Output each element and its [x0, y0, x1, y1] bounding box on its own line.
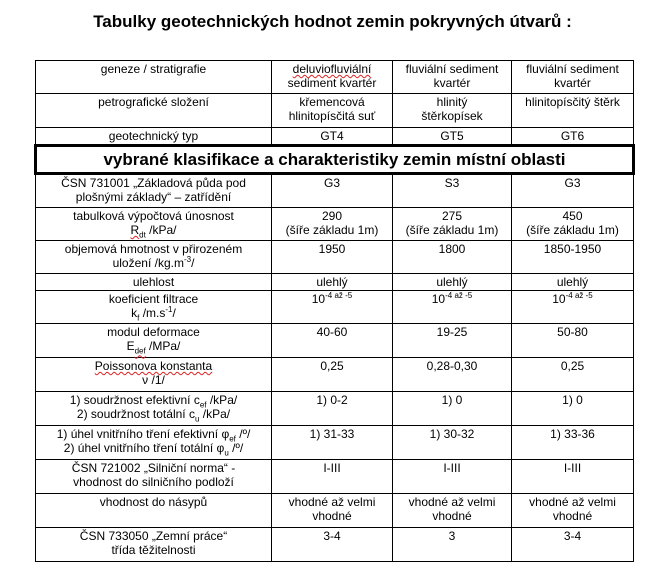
table-cell: 1) 0: [393, 392, 512, 426]
table-cell: hlinitý štěrkopísek: [393, 94, 512, 128]
table-cell: 1) 0: [512, 392, 634, 426]
table-cell: G3: [512, 174, 634, 208]
table-cell: 1) 31-33: [272, 426, 393, 460]
section-banner: vybrané klasifikace a charakteristiky zemin místní oblasti: [36, 146, 634, 174]
row-label: ČSN 721002 „Silniční norma“ - vhodnost do silničního podloží: [36, 460, 272, 494]
table-row: [36, 208, 634, 241]
row-label: Poissonova konstanta ν /1/: [36, 358, 272, 392]
table-cell: 450 (šíře základu 1m): [512, 208, 634, 241]
table-cell: ulehlý: [393, 274, 512, 291]
table-row: [36, 128, 634, 146]
table-cell: I-III: [512, 460, 634, 494]
table-cell: 0,25: [272, 358, 393, 392]
table-cell: vhodné až velmi vhodné: [272, 494, 393, 528]
table-cell: GT6: [512, 128, 634, 146]
row-label: objemová hmotnost v přirozeném uložení $/kg.m^{-3}/$: [36, 241, 272, 274]
table-cell: ulehlý: [272, 274, 393, 291]
table-cell: 290 (šíře základu 1m): [272, 208, 393, 241]
table-row: [36, 426, 634, 460]
row-label: ČSN 733050 „Zemní práce“ třída těžitelnosti: [36, 528, 272, 562]
table-cell: I-III: [272, 460, 393, 494]
table-row: [36, 528, 634, 562]
row-label: modul deformace $E_{def}$ /MPa/: [36, 324, 272, 358]
table-cell: 1) 33-36: [512, 426, 634, 460]
row-label: koeficient filtrace $k_f$ $/m.s^{-1}/$: [36, 291, 272, 324]
table-row: [36, 241, 634, 274]
table-cell: křemencová hlinitopísčitá suť: [272, 94, 393, 128]
row-label: 1) úhel vnitřního tření efektivní $\varphi_{ef}$ /º/ 2) úhel vnitřního tření totální $\varphi_u$ /º/: [36, 426, 272, 460]
table-row: [36, 291, 634, 324]
row-label: geneze / stratigrafie: [36, 61, 272, 94]
table-cell: 1850-1950: [512, 241, 634, 274]
table-cell: 40-60: [272, 324, 393, 358]
geotechnical-table: [34, 60, 635, 562]
row-label: ulehlost: [36, 274, 272, 291]
table-cell: GT5: [393, 128, 512, 146]
table-cell: 50-80: [512, 324, 634, 358]
table-cell: 19-25: [393, 324, 512, 358]
table-row: [36, 174, 634, 208]
table-cell: $10^{-4 až -5}$: [512, 291, 634, 324]
table-cell: $10^{-4 až -5}$: [272, 291, 393, 324]
table-cell: fluviální sediment kvartér: [393, 61, 512, 94]
table-row: [36, 460, 634, 494]
table-cell: deluviofluviální sediment kvartér: [272, 61, 393, 94]
section-banner-row: [36, 146, 634, 174]
table-cell: 3: [393, 528, 512, 562]
table-cell: I-III: [393, 460, 512, 494]
table-cell: GT4: [272, 128, 393, 146]
table-cell: 1800: [393, 241, 512, 274]
table-cell: vhodné až velmi vhodné: [512, 494, 634, 528]
table-row: [36, 94, 634, 128]
table-cell: S3: [393, 174, 512, 208]
table-row: [36, 358, 634, 392]
row-label: petrografické složení: [36, 94, 272, 128]
table-cell: 3-4: [272, 528, 393, 562]
table-cell: 0,28-0,30: [393, 358, 512, 392]
table-cell: $10^{-4 až -5}$: [393, 291, 512, 324]
table-row: [36, 274, 634, 291]
table-cell: 275 (šíře základu 1m): [393, 208, 512, 241]
table-cell: hlinitopísčitý štěrk: [512, 94, 634, 128]
table-cell: 1) 30-32: [393, 426, 512, 460]
table-cell: 1) 0-2: [272, 392, 393, 426]
row-label: ČSN 731001 „Základová půda pod plošnými základy“ – zatřídění: [36, 174, 272, 208]
row-label: tabulková výpočtová únosnost $R_{dt}$ /kPa/: [36, 208, 272, 241]
page-title: Tabulky geotechnických hodnot zemin pokryvných útvarů :: [93, 12, 572, 31]
table-cell: G3: [272, 174, 393, 208]
table-cell: 1950: [272, 241, 393, 274]
table-row: [36, 61, 634, 94]
table-cell: 3-4: [512, 528, 634, 562]
table-cell: 0,25: [512, 358, 634, 392]
row-label: vhodnost do násypů: [36, 494, 272, 528]
row-label: 1) soudržnost efektivní $c_{ef}$ /kPa/ 2) soudržnost totální $c_u$ /kPa/: [36, 392, 272, 426]
table-cell: ulehlý: [512, 274, 634, 291]
table-row: [36, 324, 634, 358]
table-cell: fluviální sediment kvartér: [512, 61, 634, 94]
row-label: geotechnický typ: [36, 128, 272, 146]
table-cell: vhodné až velmi vhodné: [393, 494, 512, 528]
table-row: [36, 392, 634, 426]
table-row: [36, 494, 634, 528]
